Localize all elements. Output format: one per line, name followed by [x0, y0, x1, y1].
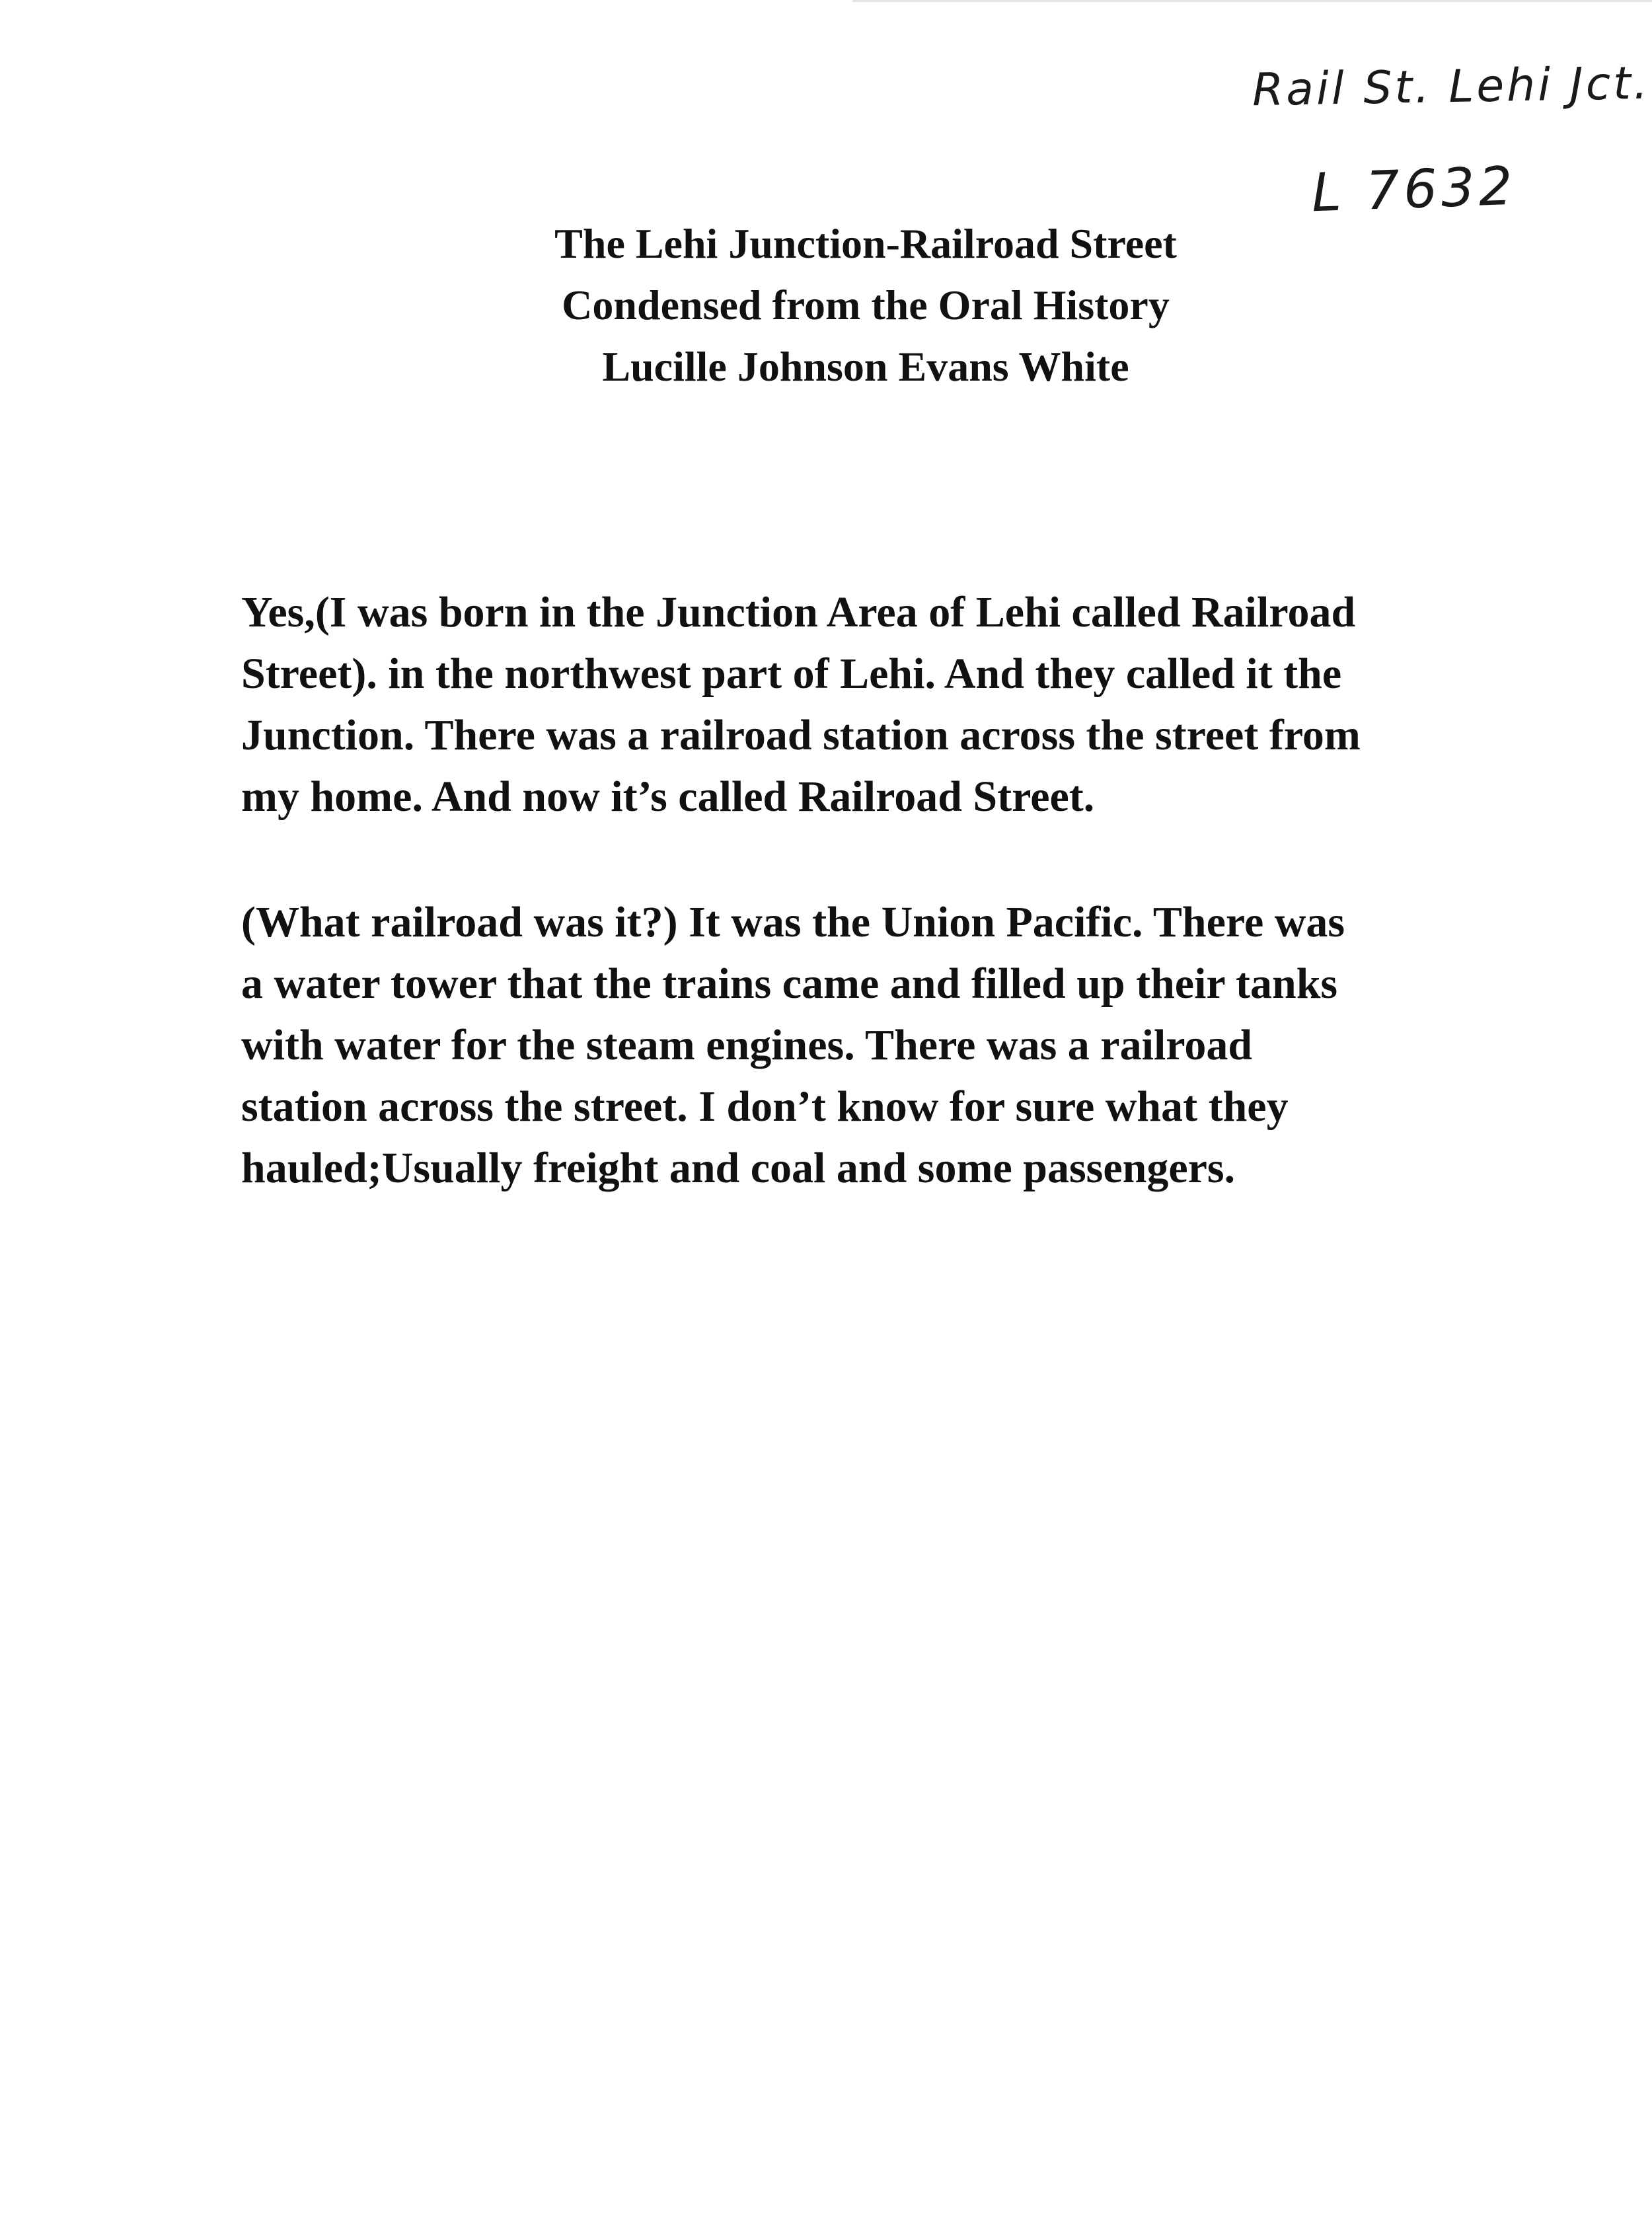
title-line: The Lehi Junction-Railroad Street [554, 220, 1177, 267]
paragraph-line: with water for the steam engines. There was a railroad [241, 1021, 1253, 1069]
author-line: Lucille Johnson Evans White [602, 343, 1129, 390]
paragraph-line: Yes,(I was born in the Junction Area of Lehi called Railroad [241, 588, 1356, 636]
scan-top-edge [852, 0, 1652, 2]
paragraph-line: Junction. There was a railroad station across the street from [241, 711, 1361, 759]
paragraph-line: Street). in the northwest part of Lehi. And they called it the [241, 650, 1342, 698]
paragraph-line: my home. And now it’s called Railroad Street. [241, 773, 1095, 821]
paragraph-line: a water tower that the trains came and filled up their tanks [241, 960, 1338, 1008]
paragraph-2 [241, 891, 1497, 1199]
paragraph-1 [241, 582, 1497, 827]
paragraph-line: hauled;Usually freight and coal and some passengers. [241, 1144, 1236, 1192]
handwritten-annotation-line-2: L 7632 [1310, 155, 1518, 224]
handwritten-annotation-line-1: Rail St. Lehi Jct. [1252, 57, 1651, 117]
paragraph-line: station across the street. I don’t know for sure what they [241, 1082, 1289, 1131]
paragraph-line: (What railroad was it?) It was the Union Pacific. There was [241, 898, 1345, 946]
document-title [0, 213, 1652, 397]
subtitle-line: Condensed from the Oral History [562, 282, 1170, 328]
